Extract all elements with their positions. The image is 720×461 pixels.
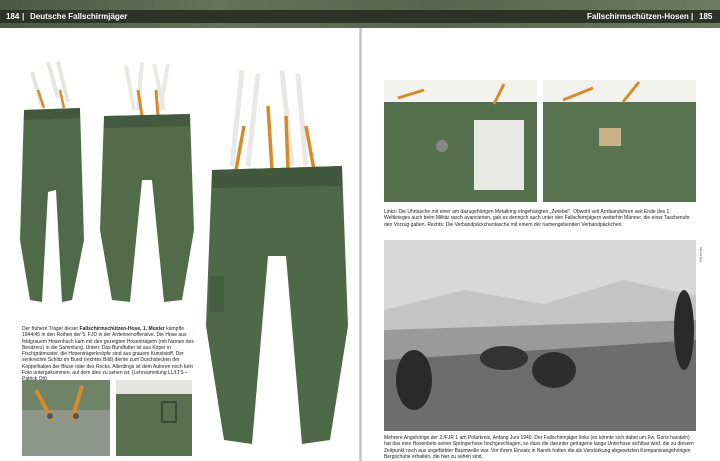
book-gutter — [359, 28, 362, 461]
right-top-caption: Links: Die Uhrtasche mit einer am dazugehörigen Metallring eingehängten „Zwiebel". Obwohl seit Armbanduhren seit Ende des 1. Weltkrieges auch beim Militär rasch avancierten, gab es dennoch auch unter den Fallschirmjägern weiterhin Männer, die einer Taschenuhr den Vorzug gaben. Rechts: Die Verbandpäckchentasche mit einem der namengebenden Verbandpäckchen. — [384, 209, 690, 228]
left-caption — [22, 326, 197, 383]
photo-credit: Ott Archiv — [699, 246, 703, 262]
left-caption-lead: Der frühere Träger dieser — [22, 326, 79, 332]
left-caption-text: kämpfte 1944/45 in den Reihen der 5. FJD in der Ardennenoffensive. Die Hose aus feldgrauem Hosenhuch kam mit den gezeigten Hosenträgern (mit Namen des Besitzers) in die Sammlung. Unten: Das Bundfutter ist aus Köper in Fischgrätmuster, die Hosenträgerknöpfe sind aus grauem Kunststoff. Der senkrechte Schlitz im Bund (rechtes Bild) diente zum Durchstecken der Koppelhaken der Bluse oder des Rocks. Allerdings ist dem Autoren noch kein Foto untergekommen, auf dem dies zu sehen ist. (Lehrsammlung LL/LTS – — [22, 326, 194, 377]
left-running-title: Deutsche Fallschirmjäger — [30, 12, 128, 21]
right-bottom-caption: Mehrere Angehörige der 2./FJR 1 am Polarkreis, Anfang Juni 1940. Der Fallschirmjäger links (es könnte sich dabei um Fw. Görtz handeln) hat das eine Hosenbein seiner Springerhose hochgeschlagen, so dass die darunter getragene lange Unterhose sichtbar wird, die zu diesem Zeitpunkt noch aus ungefärbter Baumwolle war. Vor ihrem Einsatz in Narvik hatten die als Verstärkung abgesetzten Kompanieangehörigen Bergschuhe erhalten, die hier zu sehen sind. — [384, 435, 694, 460]
trousers-photo-back — [98, 60, 196, 310]
arctic-paratroopers-photo — [384, 240, 696, 431]
bandage-pocket-photo — [543, 80, 696, 202]
belt-slit-detail-photo — [116, 380, 192, 456]
left-caption-bold: Fallschirmschützen-Hose, 1. Muster — [79, 326, 165, 332]
header-separator: | — [22, 12, 25, 21]
trousers-photo-front-with-suspenders — [202, 66, 352, 456]
right-running-title: Fallschirmschützen-Hosen — [587, 12, 689, 21]
waistband-detail-photo — [22, 380, 110, 456]
trousers-photo-small — [18, 60, 90, 310]
right-page-number: 185 — [699, 12, 713, 21]
watch-pocket-photo — [384, 80, 537, 202]
header-separator-right: | — [691, 12, 694, 21]
left-page-number: 184 — [6, 12, 20, 21]
page-header — [0, 0, 720, 28]
